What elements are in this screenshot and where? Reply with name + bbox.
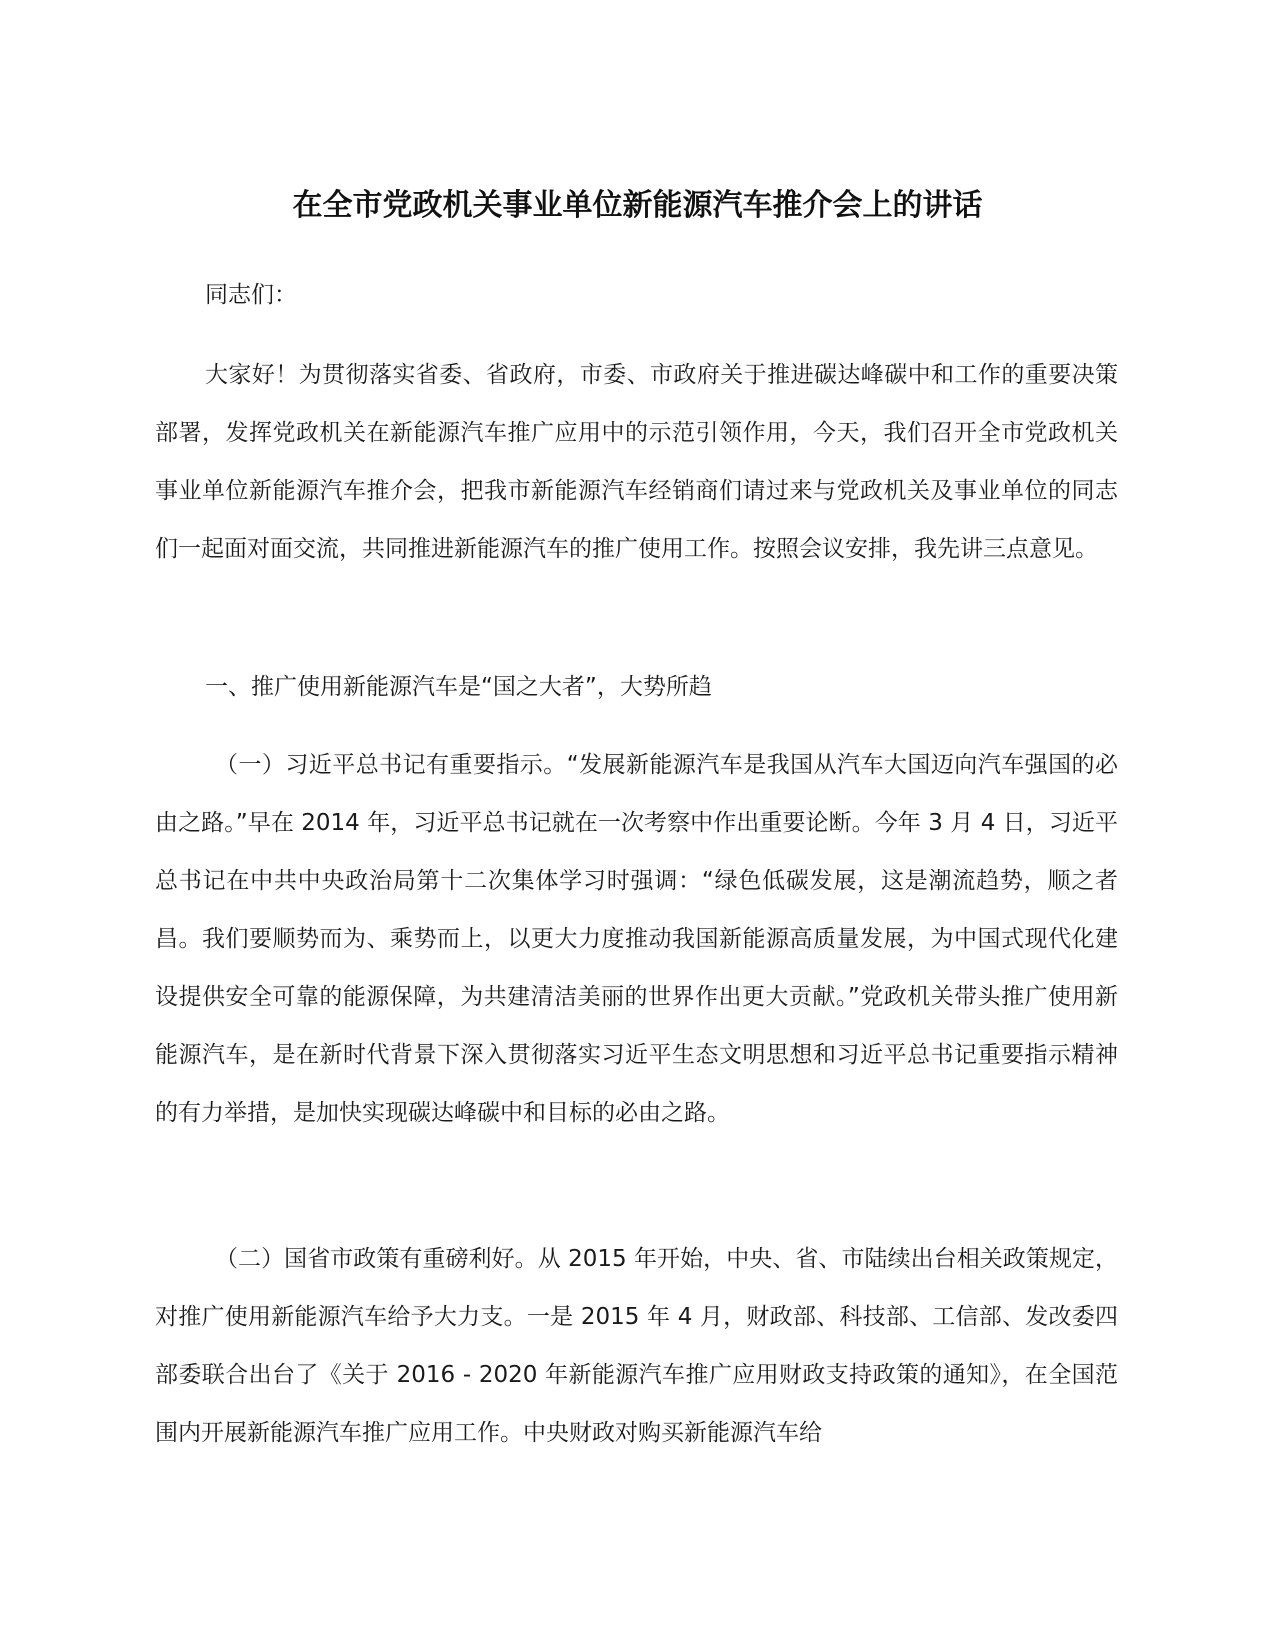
paragraph-subsection-1: （一）习近平总书记有重要指示。“发展新能源汽车是我国从汽车大国迈向汽车强国的必由之路。”早在 2014 年，习近平总书记就在一次考察中作出重要论断。今年 3 月 4 日，习近平总书记在中共中央政治局第十二次集体学习时强调：“绿色低碳发展，这是潮流趋势，顺之者昌。我们要顺势而为、乘势而上，以更大力度推动我国新能源高质量发展，为中国式现代化建设提供安全可靠的能源保障，为共建清洁美丽的世界作出更大贡献。”党政机关带头推广使用新能源汽车，是在新时代背景下深入贯彻落实习近平生态文明思想和习近平总书记重要指示精神的有力举措，是加快实现碳达峰碳中和目标的必由之路。 — [155, 752, 1118, 1126]
section-heading-1: 一、推广使用新能源汽车是“国之大者”，大势所趋 — [205, 674, 712, 700]
salutation: 同志们： — [205, 282, 297, 308]
document-title: 在全市党政机关事业单位新能源汽车推介会上的讲话 — [292, 188, 983, 223]
paragraph-opening: 大家好！为贯彻落实省委、省政府，市委、市政府关于推进碳达峰碳中和工作的重要决策部署，发挥党政机关在新能源汽车推广应用中的示范引领作用，今天，我们召开全市党政机关事业单位新能源汽车推介会，把我市新能源汽车经销商们请过来与党政机关及事业单位的同志们一起面对面交流，共同推进新能源汽车的推广使用工作。按照会议安排，我先讲三点意见。 — [155, 362, 1118, 562]
paragraph-subsection-2: （二）国省市政策有重磅利好。从 2015 年开始，中央、省、市陆续出台相关政策规定，对推广使用新能源汽车给予大力支。一是 2015 年 4 月，财政部、科技部、工信部、发改委四部委联合出台了《关于 2016 - 2020 年新能源汽车推广应用财政支持政策的通知》，在全国范围内开展新能源汽车推广应用工作。中央财政对购买新能源汽车给 — [155, 1246, 1118, 1446]
